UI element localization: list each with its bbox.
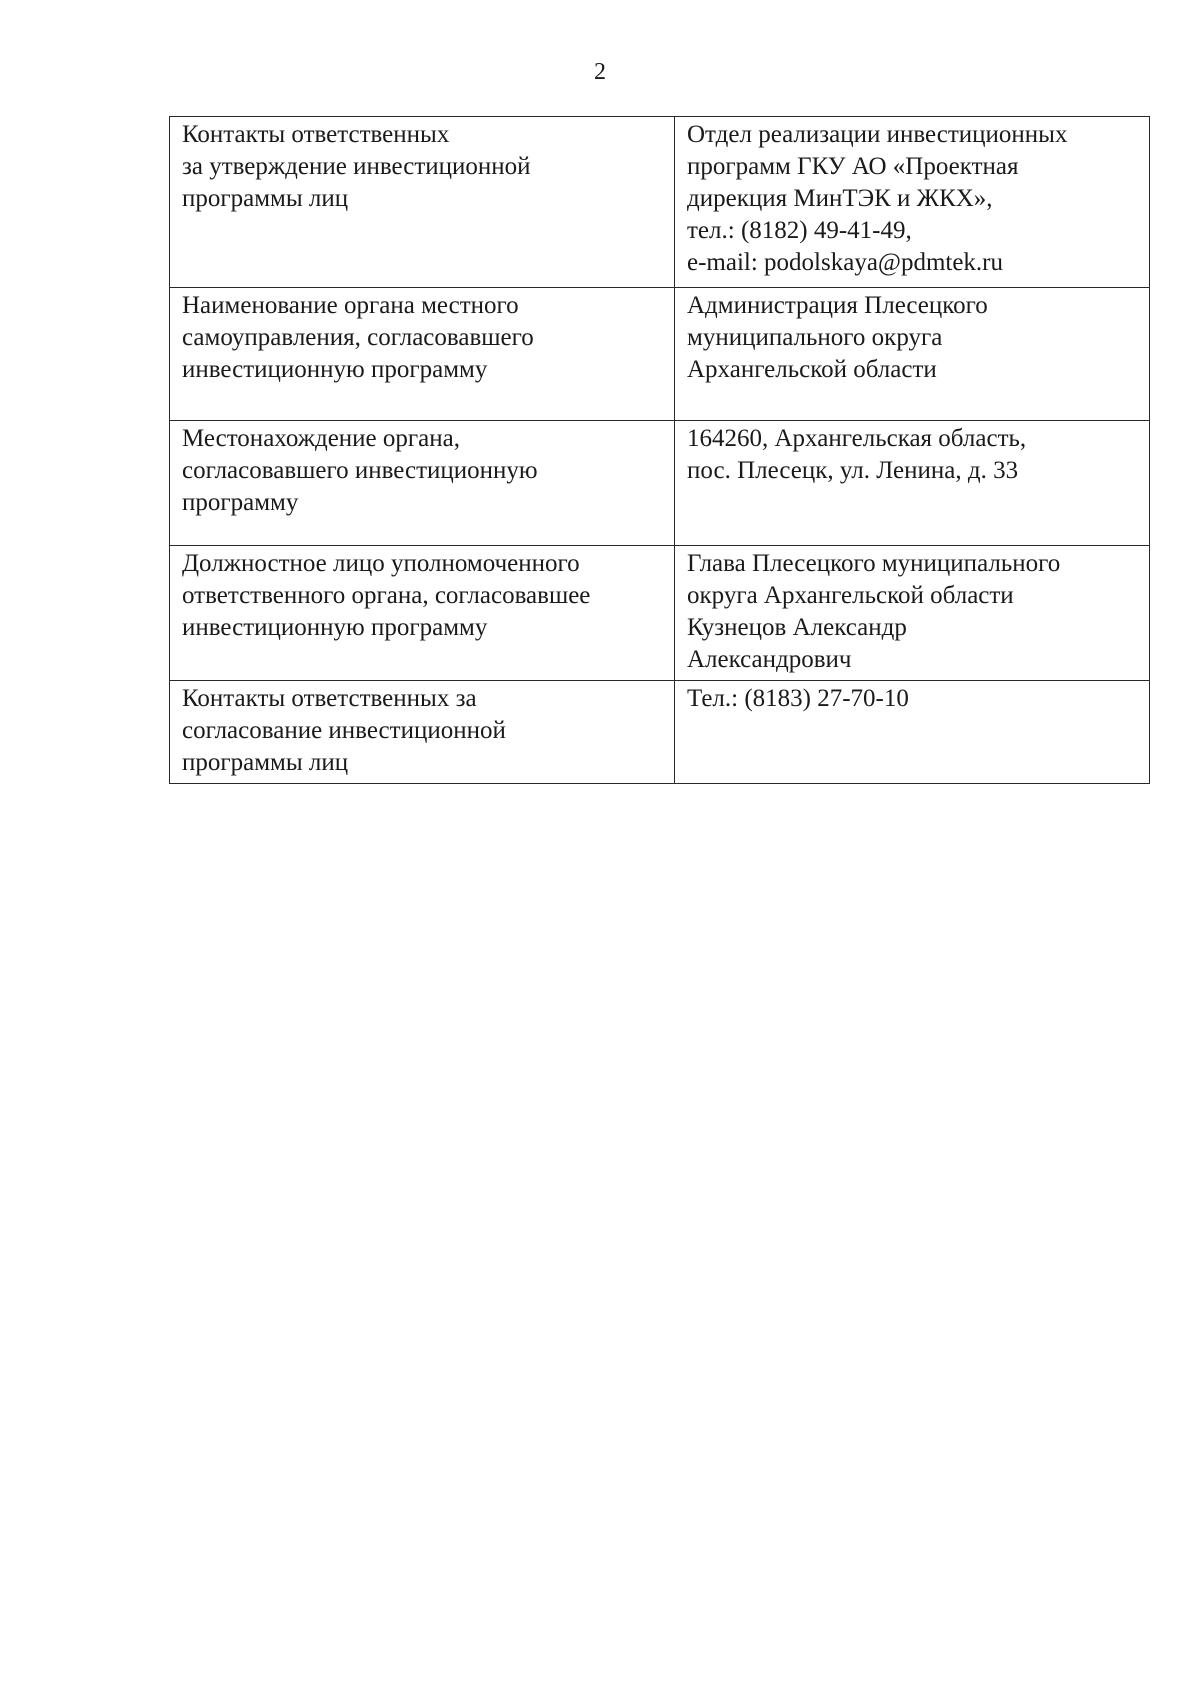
table-row: [170, 288, 1150, 421]
row-label-cell: [170, 681, 675, 784]
row-value-cell: [675, 421, 1150, 546]
table-row: [170, 681, 1150, 784]
value-line: муниципального округа: [687, 324, 943, 351]
phone-value: Тел.: (8183) 27-70-10: [687, 685, 909, 712]
page-number: 2: [594, 59, 606, 85]
label-line: ответственного органа, согласовавшее: [182, 582, 591, 609]
value-line: тел.: (8182) 49-41-49,: [687, 217, 912, 244]
label-line: самоуправления, согласовавшего: [182, 324, 534, 351]
value-line: Александрович: [687, 646, 852, 673]
label-line: Должностное лицо уполномоченного: [182, 550, 580, 577]
row-label-cell: [170, 546, 675, 681]
value-line: 164260, Архангельская область,: [687, 425, 1027, 452]
value-line: Глава Плесецкого муниципального: [687, 550, 1061, 577]
value-line: Кузнецов Александр: [687, 614, 907, 641]
row-label-cell: [170, 421, 675, 546]
value-line: Администрация Плесецкого: [687, 292, 988, 319]
row-value-cell: [675, 117, 1150, 288]
row-value-cell: [675, 288, 1150, 421]
value-line: округа Архангельской области: [687, 582, 1014, 609]
label-line: Наименование органа местного: [182, 292, 519, 319]
label-line: программы лиц: [182, 749, 349, 776]
label-line: Контакты ответственных: [182, 121, 450, 148]
label-line: Местонахождение органа,: [182, 425, 460, 452]
investment-program-info-table: [169, 116, 1150, 784]
value-line: Архангельской области: [687, 356, 937, 383]
value-line: пос. Плесецк, ул. Ленина, д. 33: [687, 457, 1019, 484]
label-line: согласовавшего инвестиционную: [182, 457, 538, 484]
row-value-cell: [675, 681, 1150, 784]
label-line: согласование инвестиционной: [182, 717, 506, 744]
table-row: [170, 421, 1150, 546]
label-line: инвестиционную программу: [182, 614, 488, 641]
label-line: программы лиц: [182, 185, 349, 212]
value-line: дирекция МинТЭК и ЖКХ»,: [687, 185, 993, 212]
email-value: e-mail: podolskaya@pdmtek.ru: [687, 249, 1004, 276]
label-line: программу: [182, 489, 299, 516]
table-row: [170, 546, 1150, 681]
row-label-cell: [170, 288, 675, 421]
value-line: программ ГКУ АО «Проектная: [687, 153, 1019, 180]
label-line: Контакты ответственных за: [182, 685, 477, 712]
label-line: инвестиционную программу: [182, 356, 488, 383]
table-row: [170, 117, 1150, 288]
label-line: за утверждение инвестиционной: [182, 153, 531, 180]
row-label-cell: [170, 117, 675, 288]
row-value-cell: [675, 546, 1150, 681]
value-line: Отдел реализации инвестиционных: [687, 121, 1068, 148]
